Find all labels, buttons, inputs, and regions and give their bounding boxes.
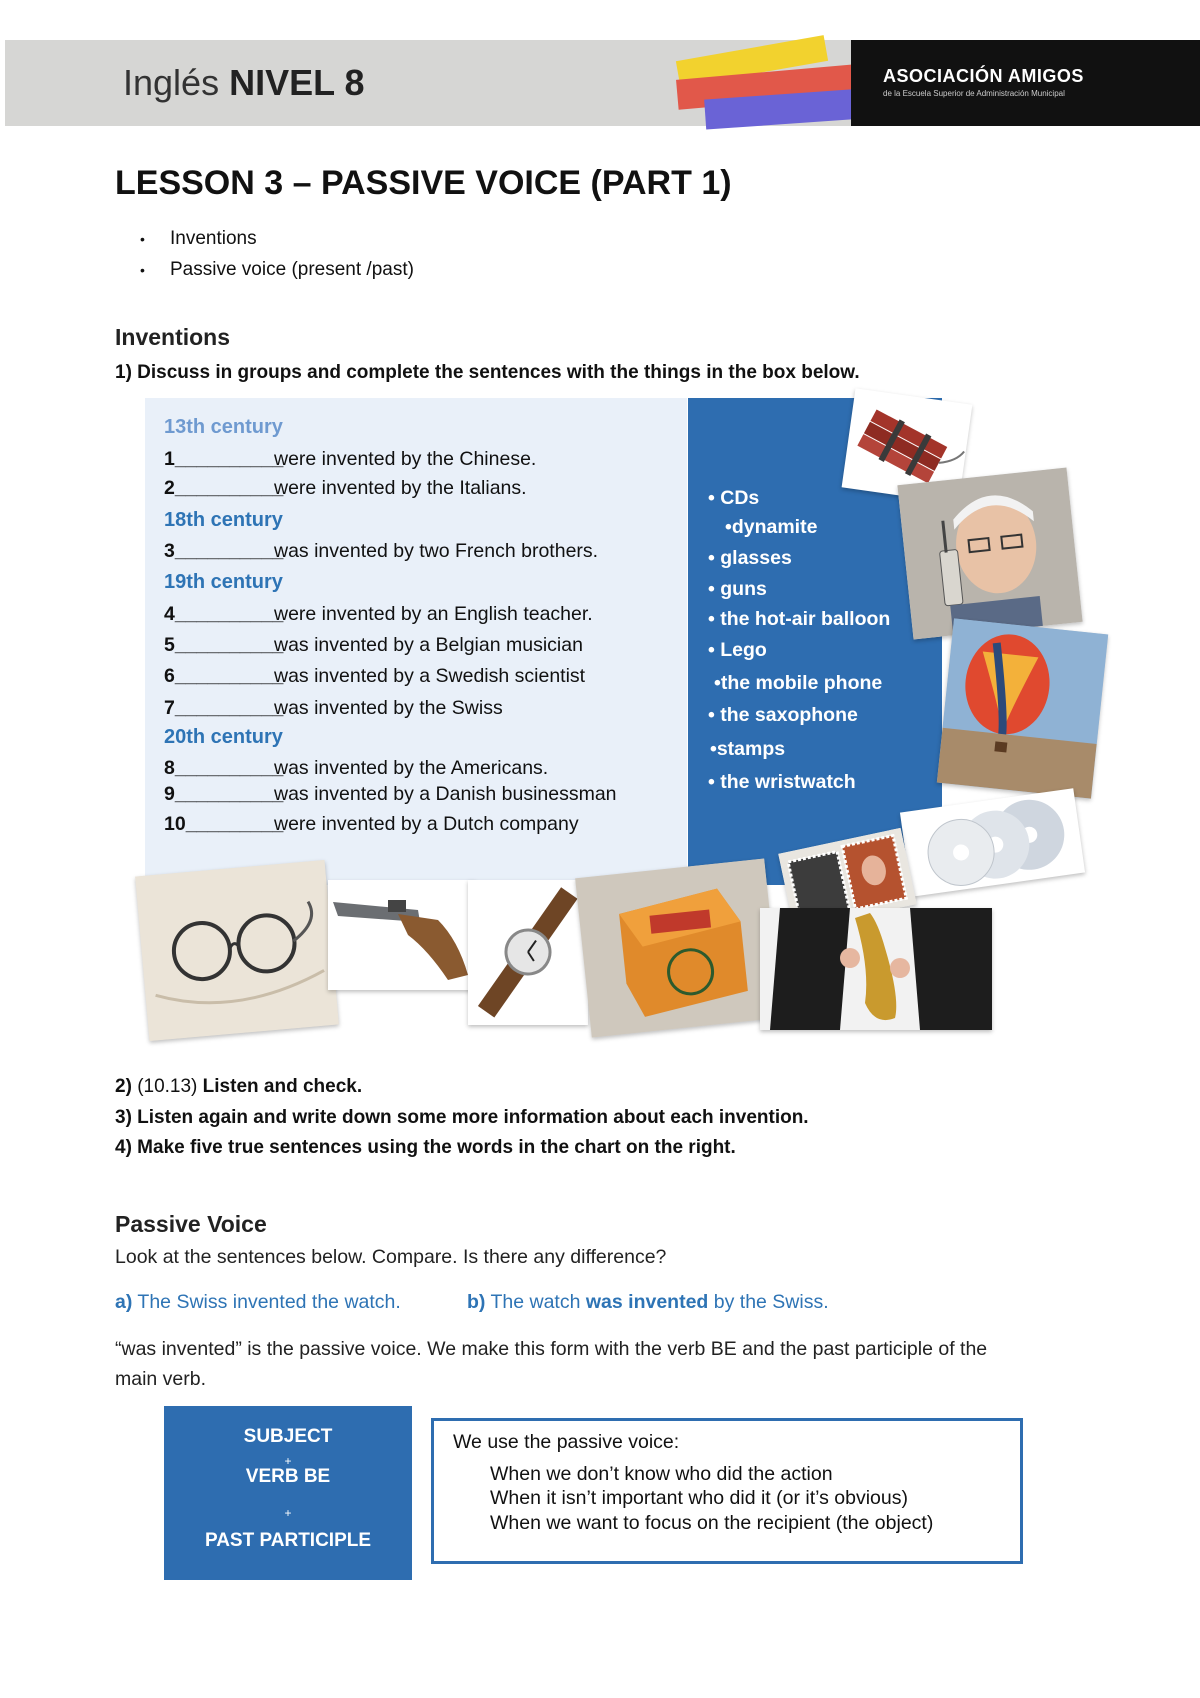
hot-air-balloon-image [937,618,1108,798]
formula-verb: VERB BE [245,1466,331,1487]
question-4: 4) Make five true sentences using the words in the chart on the right. [115,1137,736,1158]
question-2: 2) (10.13) Listen and check. [115,1076,363,1097]
sentence-line: 5__________was invented by a Belgian musician [164,634,583,656]
word-item: • guns [708,578,767,600]
saxophone-image [760,908,992,1030]
word-item: •the mobile phone [714,672,883,694]
century-label: 13th century [164,416,283,438]
century-label: 19th century [164,571,283,593]
example-a: a) The Swiss invented the watch. [115,1291,401,1313]
sentence-line: 4__________were invented by an English teacher. [164,603,593,625]
formula-plus: + [284,1454,292,1468]
org-logo-block [851,40,1200,126]
formula-participle: PAST PARTICIPLE [204,1530,372,1551]
usage-reason: When it isn’t important who did it (or it’s obvious) [490,1487,908,1509]
word-item: • Lego [708,639,767,661]
course-title: Inglés NIVEL 8 [123,62,365,103]
sentence-line: 8__________was invented by the Americans. [164,757,549,779]
org-subtitle: de la Escuela Superior de Administración Municipal [883,89,1065,98]
inventions-heading: Inventions [115,324,231,350]
word-item: •dynamite [725,516,818,538]
word-item: • the saxophone [708,704,858,726]
passive-intro: Look at the sentences below. Compare. Is there any difference? [115,1246,667,1268]
sentence-line: 1__________were invented by the Chinese. [164,448,537,470]
usage-reason: When we don’t know who did the action [490,1463,833,1485]
org-name: ASOCIACIÓN AMIGOS [883,66,1084,86]
usage-reason: When we want to focus on the recipient (the object) [490,1512,934,1534]
explanation-line: main verb. [115,1368,207,1390]
wristwatch-image [468,880,588,1025]
century-label: 18th century [164,509,283,531]
passive-heading: Passive Voice [115,1211,267,1237]
word-item: • glasses [708,547,792,569]
passive-formula-box [164,1406,412,1580]
word-item: • the wristwatch [708,771,856,793]
topic-list [140,228,414,290]
century-label: 20th century [164,726,283,748]
sentence-line: 6__________was invented by a Swedish scientist [164,665,586,687]
sentence-line: 10_________were invented by a Dutch company [164,813,579,835]
instruction-1: 1) Discuss in groups and complete the sentences with the things in the box below. [115,362,860,383]
example-b: b) The watch was invented by the Swiss. [467,1291,829,1313]
sentence-line: 9__________was invented by a Danish businessman [164,783,617,805]
sentence-line: 2__________were invented by the Italians. [164,477,527,499]
topic-item: • Passive voice (present /past) [140,259,414,290]
topic-item: • Inventions [140,228,414,259]
sentence-line: 3__________was invented by two French brothers. [164,540,599,562]
question-3: 3) Listen again and write down some more information about each invention. [115,1107,809,1128]
usage-intro: We use the passive voice: [453,1431,680,1453]
glasses-image [135,860,339,1041]
sentence-line: 7__________was invented by the Swiss [164,697,503,719]
word-item: • the hot-air balloon [708,608,891,630]
gun-image [328,880,476,990]
word-item: • CDs [708,487,760,509]
mobile-phone-inventor-image [897,468,1082,640]
lesson-title: LESSON 3 – PASSIVE VOICE (PART 1) [115,164,732,202]
formula-subject: SUBJECT [243,1426,333,1447]
explanation-line: “was invented” is the passive voice. We make this form with the verb BE and the past participle of the [115,1338,988,1360]
lego-image [575,859,781,1038]
header-banner [5,40,1200,126]
formula-plus: + [284,1506,292,1520]
word-item: •stamps [710,738,786,760]
usage-box [431,1418,1023,1564]
